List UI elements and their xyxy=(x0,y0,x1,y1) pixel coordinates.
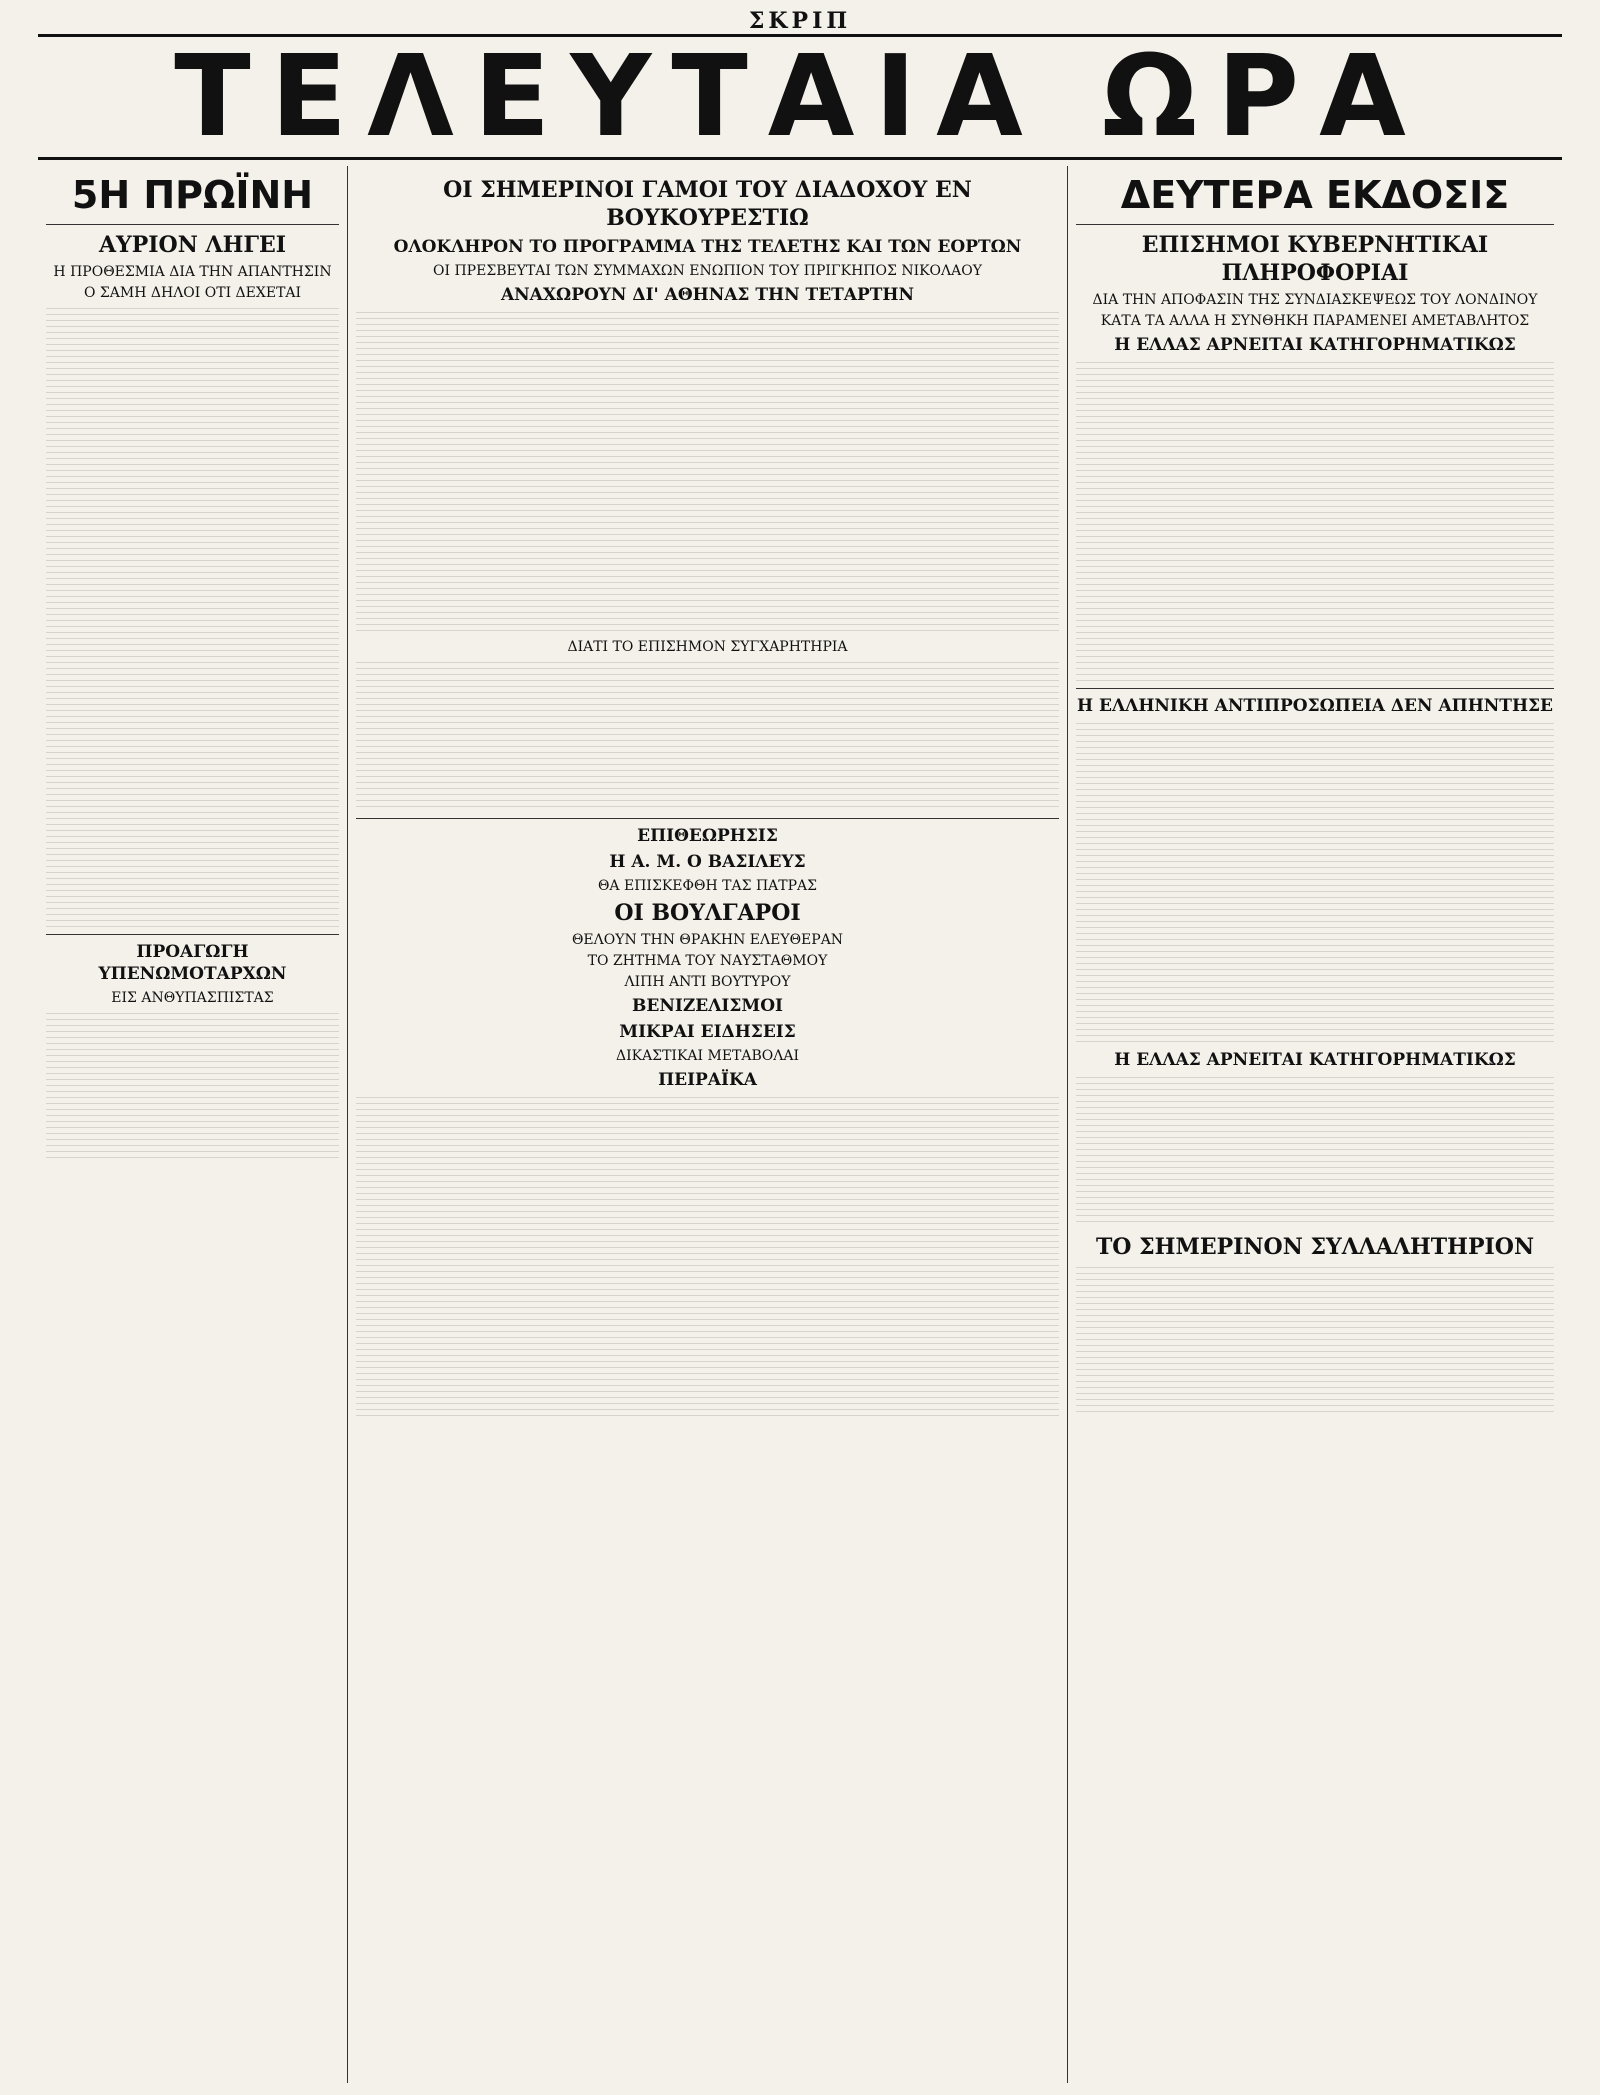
center-section-g: ΛΙΠΗ ΑΝΤΙ ΒΟΥΤΥΡΟΥ xyxy=(624,974,791,990)
center-section-l: ΔΙΑΤΙ ΤΟ ΕΠΙΣΗΜΟΝ ΣΥΓΧΑΡΗΤΗΡΙΑ xyxy=(567,639,848,655)
body-text-placeholder xyxy=(46,308,339,928)
center-section-d: ΠΕΙΡΑΪΚΑ xyxy=(658,1070,757,1090)
column-left xyxy=(38,166,348,2083)
center-section-h: ΜΙΚΡΑΙ ΕΙΔΗΣΕΙΣ xyxy=(619,1022,796,1042)
divider xyxy=(1076,224,1554,225)
center-subhead-2: ΑΝΑΧΩΡΟΥΝ ΔΙ' ΑΘΗΝΑΣ ΤΗΝ ΤΕΤΑΡΤΗΝ xyxy=(500,285,915,305)
center-headline: ΟΛΟΚΛΗΡΟΝ ΤΟ ΠΡΟΓΡΑΜΜΑ ΤΗΣ ΤΕΛΕΤΗΣ ΚΑΙ ΤΩΝ ΕΟΡΤΩΝ xyxy=(393,237,1022,257)
center-banner: ΟΙ ΣΗΜΕΡΙΝΟΙ ΓΑΜΟΙ ΤΟΥ ΔΙΑΔΟΧΟΥ ΕΝ ΒΟΥΚΟΥΡΕΣΤΙΩ xyxy=(443,177,972,231)
body-text-placeholder xyxy=(1076,723,1554,1043)
col1-headline: ΑΥΡΙΟΝ ΛΗΓΕΙ xyxy=(98,232,287,258)
col3-section-b: Η ΕΛΛΑΣ ΑΡΝΕΙΤΑΙ ΚΑΤΗΓΟΡΗΜΑΤΙΚΩΣ xyxy=(1114,1050,1516,1070)
col1-section-title: ΠΡΟΑΓΩΓΗ ΥΠΕΝΩΜΟΤΑΡΧΩΝ xyxy=(98,942,287,984)
col3-subhead-3: Η ΕΛΛΑΣ ΑΡΝΕΙΤΑΙ ΚΑΤΗΓΟΡΗΜΑΤΙΚΩΣ xyxy=(1114,335,1516,355)
divider xyxy=(46,934,339,935)
col3-subhead-2: ΚΑΤΑ ΤΑ ΑΛΛΑ Η ΣΥΝΘΗΚΗ ΠΑΡΑΜΕΝΕΙ ΑΜΕΤΑΒΛΗΤΟΣ xyxy=(1100,313,1530,329)
body-text-placeholder xyxy=(356,312,1059,632)
col1-subhead-2: Ο ΣΑΜΗ ΔΗΛΟΙ ΟΤΙ ΔΕΧΕΤΑΙ xyxy=(83,285,302,301)
center-subhead: ΟΙ ΠΡΕΣΒΕΥΤΑΙ ΤΩΝ ΣΥΜΜΑΧΩΝ ΕΝΩΠΙΟΝ ΤΟΥ ΠΡΙΓΚΗΠΟΣ ΝΙΚΟΛΑΟΥ xyxy=(433,263,982,279)
body-text-placeholder xyxy=(1076,362,1554,682)
col3-subhead: ΔΙΑ ΤΗΝ ΑΠΟΦΑΣΙΝ ΤΗΣ ΣΥΝΔΙΑΣΚΕΨΕΩΣ ΤΟΥ ΛΟΝΔΙΝΟΥ xyxy=(1092,292,1538,308)
center-section-i: ΟΙ ΒΟΥΛΓΑΡΟΙ xyxy=(614,900,801,926)
kicker: ΣΚΡΙΠ xyxy=(748,8,852,34)
col3-headline: ΕΠΙΣΗΜΟΙ ΚΥΒΕΡΝΗΤΙΚΑΙ ΠΛΗΡΟΦΟΡΙΑΙ xyxy=(1141,232,1489,286)
body-text-placeholder xyxy=(356,1097,1059,1417)
body-text-placeholder xyxy=(46,1013,339,1163)
divider xyxy=(1076,688,1554,689)
masthead-title: ΤΕΛΕΥΤΑΙΑ ΩΡΑ xyxy=(38,34,1562,160)
edition-left: 5Η ΠΡΩΪΝΗ xyxy=(71,173,314,217)
center-section-j: ΘΕΛΟΥΝ ΤΗΝ ΘΡΑΚΗΝ ΕΛΕΥΘΕΡΑΝ xyxy=(571,932,844,948)
center-section-f: ΘΑ ΕΠΙΣΚΕΦΘΗ ΤΑΣ ΠΑΤΡΑΣ xyxy=(597,878,818,894)
center-section-e: Η Α. Μ. Ο ΒΑΣΙΛΕΥΣ xyxy=(609,852,806,872)
newspaper-page xyxy=(38,8,1562,2083)
center-section-b: ΤΟ ΖΗΤΗΜΑ ΤΟΥ ΝΑΥΣΤΑΘΜΟΥ xyxy=(587,953,828,969)
columns xyxy=(38,166,1562,2083)
col3-section-a: Η ΕΛΛΗΝΙΚΗ ΑΝΤΙΠΡΟΣΩΠΕΙΑ ΔΕΝ ΑΠΗΝΤΗΣΕ xyxy=(1077,696,1553,716)
body-text-placeholder xyxy=(1076,1077,1554,1227)
center-section-a: ΕΠΙΘΕΩΡΗΣΙΣ xyxy=(637,826,778,846)
divider xyxy=(46,224,339,225)
center-section-c: ΒΕΝΙΖΕΛΙΣΜΟΙ xyxy=(632,996,783,1016)
edition-right: ΔΕΥΤΕΡΑ ΕΚΔΟΣΙΣ xyxy=(1120,173,1510,217)
center-section-k: ΔΙΚΑΣΤΙΚΑΙ ΜΕΤΑΒΟΛΑΙ xyxy=(615,1048,800,1064)
body-text-placeholder xyxy=(356,662,1059,812)
body-text-placeholder xyxy=(1076,1267,1554,1417)
col1-subhead: Η ΠΡΟΘΕΣΜΙΑ ΔΙΑ ΤΗΝ ΑΠΑΝΤΗΣΙΝ xyxy=(53,264,332,280)
column-center xyxy=(348,166,1068,2083)
col1-section-subtitle: ΕΙΣ ΑΝΘΥΠΑΣΠΙΣΤΑΣ xyxy=(111,990,274,1006)
column-right xyxy=(1068,166,1562,2083)
divider xyxy=(356,818,1059,819)
col3-section-c: ΤΟ ΣΗΜΕΡΙΝΟΝ ΣΥΛΛΑΛΗΤΗΡΙΟΝ xyxy=(1095,1234,1535,1260)
